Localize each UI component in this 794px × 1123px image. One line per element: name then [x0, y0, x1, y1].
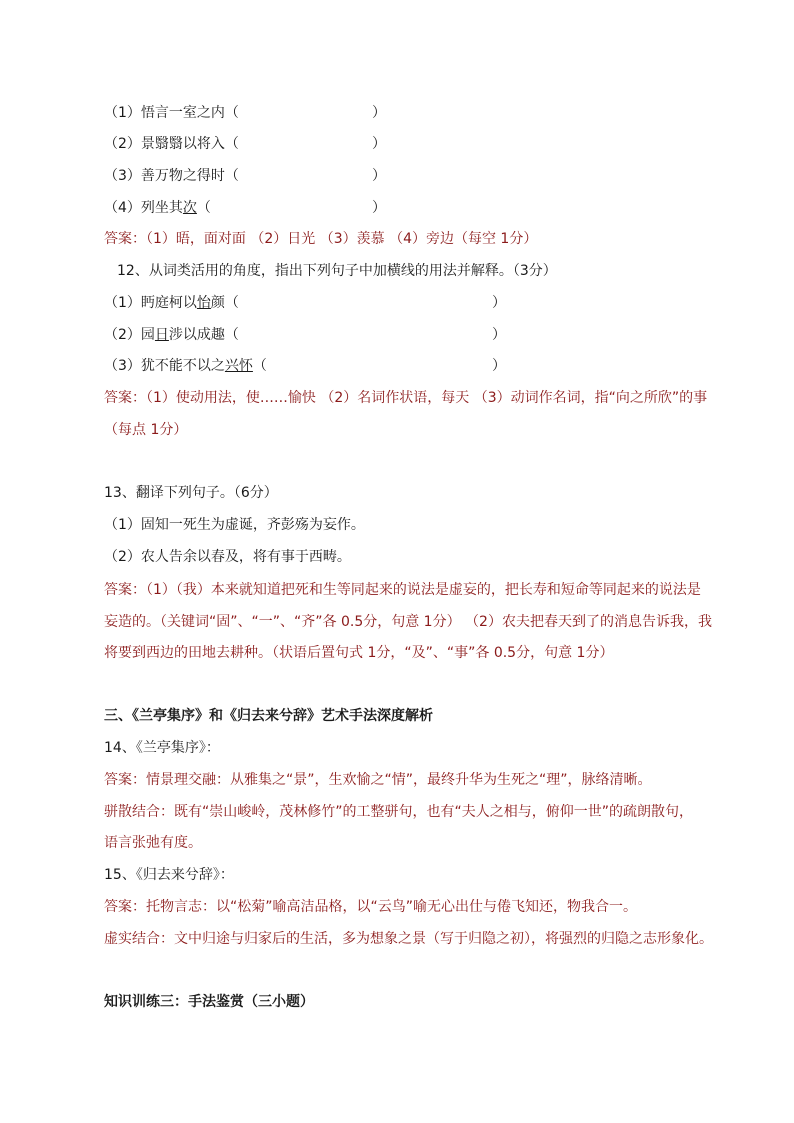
- training-3-heading: 知识训练三：手法鉴赏（三小题）: [104, 994, 314, 1010]
- item-text: （: [196, 200, 211, 216]
- item-text: 涉以成趣（: [168, 327, 239, 343]
- underlined-word: 兴怀: [224, 358, 253, 374]
- q12-answer-line-2: （每点 1分）: [104, 422, 188, 438]
- item-text: 颜（: [210, 295, 239, 311]
- q11-answer: [104, 229, 537, 249]
- item-text: 列坐其: [140, 200, 183, 216]
- underlined-word: 次: [182, 200, 197, 216]
- q12-item-2: [104, 325, 239, 345]
- q11-item-1: [104, 103, 239, 123]
- q15-answer-line-2: 虚实结合：文中归途与归家后的生活，多为想象之景（写于归隐之初），将强烈的归隐之志形象化。: [104, 931, 713, 947]
- item-text: 犹不能不以之: [140, 358, 225, 374]
- underlined-word: 日: [154, 327, 169, 343]
- q12-item-1: [104, 293, 239, 313]
- item-number: （3）: [104, 358, 141, 374]
- item-number: （1）: [104, 105, 141, 121]
- item-text: 景翳翳以将入（: [140, 136, 239, 152]
- q13-item-1: （1）固知一死生为虚诞，齐彭殇为妄作。: [104, 517, 365, 533]
- answer-text: （1）使动用法，使……愉快 （2）名词作状语，每天 （3）动词作名词，指“向之所欣”的事: [146, 390, 708, 406]
- q12-item-3-close: ）: [492, 358, 506, 374]
- underlined-word: 怡: [196, 295, 211, 311]
- q11-item-3: [104, 166, 239, 186]
- item-number: （4）: [104, 200, 141, 216]
- q15-answer-line-1: 答案：托物言志：以“松菊”喻高洁品格，以“云鸟”喻无心出仕与倦飞知还，物我合一。: [104, 899, 638, 915]
- q13-answer-line-1: 答案：（1）（我）本来就知道把死和生等同起来的说法是虚妄的，把长寿和短命等同起来的说法是: [104, 582, 701, 598]
- section-3-heading: 三、《兰亭集序》和《归去来兮辞》艺术手法深度解析: [104, 708, 433, 724]
- q13-prompt: 13、翻译下列句子。（6分）: [104, 485, 278, 501]
- item-text: 善万物之得时（: [140, 168, 239, 184]
- item-number: （1）: [104, 295, 141, 311]
- item-text: 园: [140, 327, 155, 343]
- q11-item-1-close: ）: [372, 105, 386, 121]
- q11-item-4: [104, 198, 211, 218]
- item-number: （2）: [104, 327, 141, 343]
- q15-title: 15、《归去来兮辞》：: [104, 867, 234, 883]
- q14-answer-line-1: 答案：情景理交融：从雅集之“景”，生欢愉之“情”，最终升华为生死之“理”，脉络清晰。: [104, 772, 652, 788]
- q11-item-4-close: ）: [372, 200, 386, 216]
- item-text: 悟言一室之内（: [140, 105, 239, 121]
- q11-item-2: [104, 134, 239, 154]
- q13-answer-line-3: 将要到西边的田地去耕种。（状语后置句式 1分，“及”、“事”各 0.5分，句意 1分）: [104, 645, 614, 661]
- answer-text: （1）晤，面对面 （2）日光 （3）羡慕 （4）旁边（每空 1分）: [146, 231, 538, 247]
- answer-label: 答案：: [104, 390, 146, 406]
- answer-label: 答案：: [104, 231, 146, 247]
- q14-title: 14、《兰亭集序》：: [104, 740, 220, 756]
- q11-item-3-close: ）: [372, 168, 386, 184]
- q12-item-1-close: ）: [492, 295, 506, 311]
- q13-answer-line-2: 妄造的。（关键词“固”、“一”、“齐”各 0.5分，句意 1分） （2）农夫把春天到了的消息告诉我，我: [104, 614, 712, 630]
- q12-answer-line-1: [104, 388, 707, 408]
- q12-prompt: 12、从词类活用的角度，指出下列句子中加横线的用法并解释。（3分）: [117, 263, 557, 279]
- item-text: 眄庭柯以: [140, 295, 197, 311]
- q12-item-3: [104, 356, 267, 376]
- q12-item-2-close: ）: [492, 327, 506, 343]
- item-number: （2）: [104, 136, 141, 152]
- item-text: （: [252, 358, 267, 374]
- q14-answer-line-3: 语言张弛有度。: [104, 835, 202, 851]
- q13-item-2: （2）农人告余以春及，将有事于西畴。: [104, 549, 351, 565]
- item-number: （3）: [104, 168, 141, 184]
- q14-answer-line-2: 骈散结合：既有“崇山峻岭，茂林修竹”的工整骈句，也有“夫人之相与，俯仰一世”的疏朗散句，: [104, 804, 694, 820]
- q11-item-2-close: ）: [372, 136, 386, 152]
